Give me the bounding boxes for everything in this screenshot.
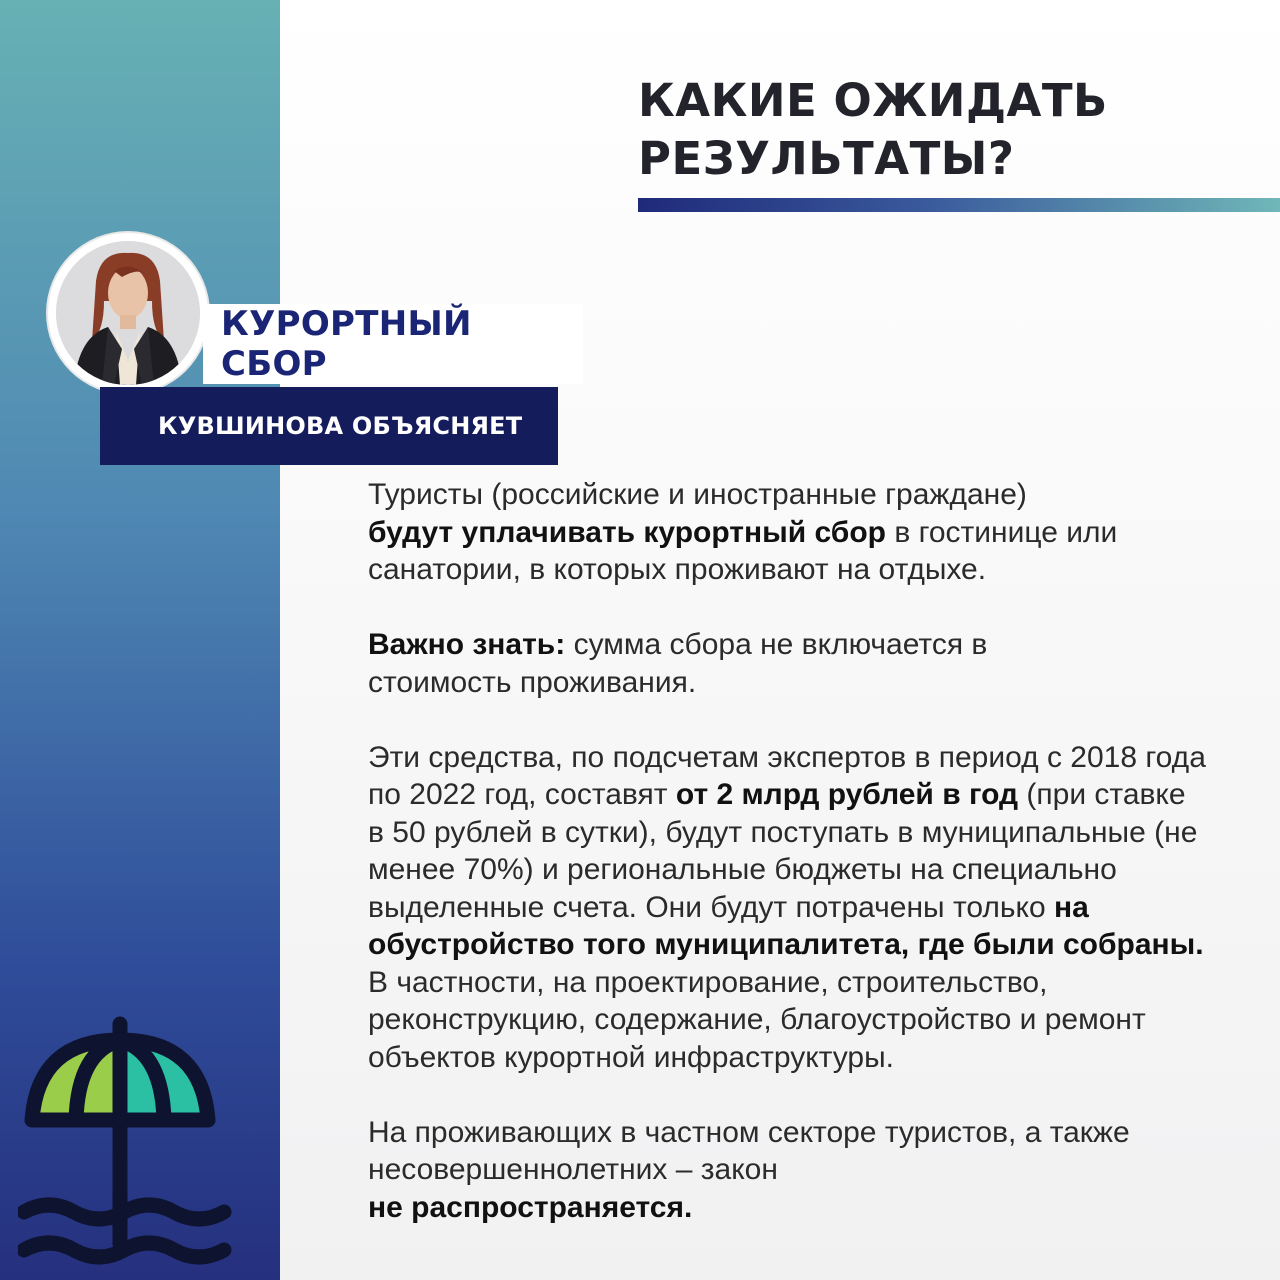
- p3-text-a: Эти средства, по подсчетам экспертов в период с 2018 года по 2022 год, составят: [368, 740, 1206, 811]
- p1-bold: будут уплачивать курортный сбор: [368, 515, 886, 549]
- topic-label: [203, 304, 583, 384]
- paragraph-4: [368, 1114, 1168, 1227]
- p1-text-c: в гостинице или санатории, в которых проживают на отдыхе.: [368, 515, 1118, 586]
- paragraph-1: [368, 476, 1228, 589]
- author-label: [100, 387, 558, 465]
- avatar-photo: [56, 241, 200, 385]
- paragraph-2: [368, 626, 1088, 701]
- page-title-line-1: КАКИЕ ОЖИДАТЬ: [638, 74, 1108, 127]
- p3-text-c: (при ставке в 50 рублей в сутки), будут поступать в муниципальные (не менее 70%) и региональные бюджеты на специально выделенные счета. Они будут потрачены только: [368, 778, 1198, 924]
- p3-bold-1: от 2 млрд рублей в год: [675, 778, 1019, 811]
- p3-text-e: В частности, на проектирование, строительство, реконструкцию, содержание, благоустройство и ремонт объектов курортной инфраструктуры.: [368, 965, 1146, 1074]
- article-body: [368, 476, 1228, 1264]
- author-label-text: КУВШИНОВА ОБЪЯСНЯЕТ: [158, 412, 523, 440]
- topic-label-text: КУРОРТНЫЙ СБОР: [221, 304, 472, 384]
- p3-bold-2: на обустройство того муниципалитета, где были собраны.: [368, 890, 1204, 961]
- p2-text-b: сумма сбора не включается в стоимость проживания.: [368, 628, 988, 699]
- portrait-icon: [56, 241, 200, 385]
- beach-umbrella-icon: [18, 1012, 238, 1272]
- p1-text-a: Туристы (российские и иностранные граждане): [368, 478, 1027, 511]
- p4-text-a: На проживающих в частном секторе туристов, а также несовершеннолетних – закон: [368, 1115, 1130, 1186]
- paragraph-3: [368, 739, 1208, 1077]
- p2-bold: Важно знать:: [368, 628, 566, 661]
- title-underline: [638, 198, 1280, 212]
- page-title: [638, 72, 1108, 188]
- p4-bold: не распространяется.: [368, 1190, 693, 1224]
- avatar: [48, 233, 208, 393]
- page-title-line-2: РЕЗУЛЬТАТЫ?: [638, 132, 1015, 185]
